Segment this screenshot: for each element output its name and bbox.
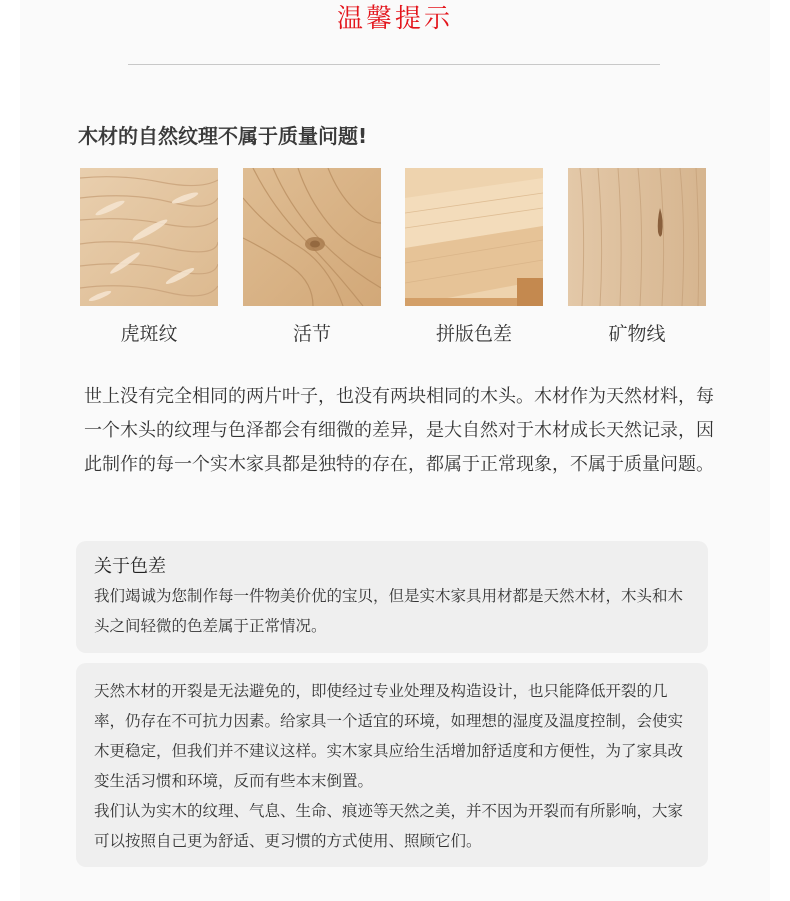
wood-sample-row bbox=[80, 168, 710, 353]
color-difference-title: 关于色差 bbox=[94, 556, 166, 577]
mineral-line-wood-image bbox=[568, 168, 706, 306]
live-knot-wood-image bbox=[243, 168, 381, 306]
wood-sample-live-knot bbox=[243, 168, 381, 348]
page-title: 温馨提示 bbox=[336, 4, 453, 34]
tiger-stripe-wood-image bbox=[80, 168, 218, 306]
wood-sample-panel-color bbox=[405, 168, 543, 348]
color-difference-card bbox=[76, 541, 708, 653]
title-divider bbox=[128, 64, 660, 65]
wood-sample-tiger-stripe bbox=[80, 168, 218, 348]
wood-sample-label: 拼版色差 bbox=[435, 323, 512, 345]
cracking-closing-text: 我们认为实木的纹理、气息、生命、痕迹等天然之美，并不因为开裂而有所影响，大家可以按照自己更为舒适、更习惯的方式使用、照顾它们。 bbox=[94, 802, 684, 850]
wood-sample-label: 虎斑纹 bbox=[120, 323, 178, 345]
intro-paragraph: 世上没有完全相同的两片叶子，也没有两块相同的木头。木材作为天然材料，每一个木头的纹理与色泽都会有细微的差异，是大自然对于木材成长天然记录，因此制作的每一个实木家具都是独特的存在，都属于正常现象，不属于质量问题。 bbox=[84, 386, 714, 475]
tips-page bbox=[20, 0, 770, 901]
color-difference-text: 我们竭诚为您制作每一件物美价优的宝贝，但是实木家具用材都是天然木材，木头和木头之间轻微的色差属于正常情况。 bbox=[94, 587, 684, 635]
section-heading: 木材的自然纹理不属于质量问题! bbox=[78, 124, 368, 148]
cracking-text: 天然木材的开裂是无法避免的，即使经过专业处理及构造设计，也只能降低开裂的几率，仍存在不可抗力因素。给家具一个适宜的环境，如理想的湿度及温度控制，会使实木更稳定，但我们并不建议这样。实木家具应给生活增加舒适度和方便性，为了家具改变生活习惯和环境，反而有些本末倒置。 bbox=[94, 682, 684, 790]
cracking-card bbox=[76, 663, 708, 867]
wood-sample-label: 活节 bbox=[292, 323, 331, 345]
panel-color-difference-wood-image bbox=[405, 168, 543, 306]
wood-sample-label: 矿物线 bbox=[608, 323, 666, 345]
wood-sample-mineral-line bbox=[568, 168, 706, 348]
